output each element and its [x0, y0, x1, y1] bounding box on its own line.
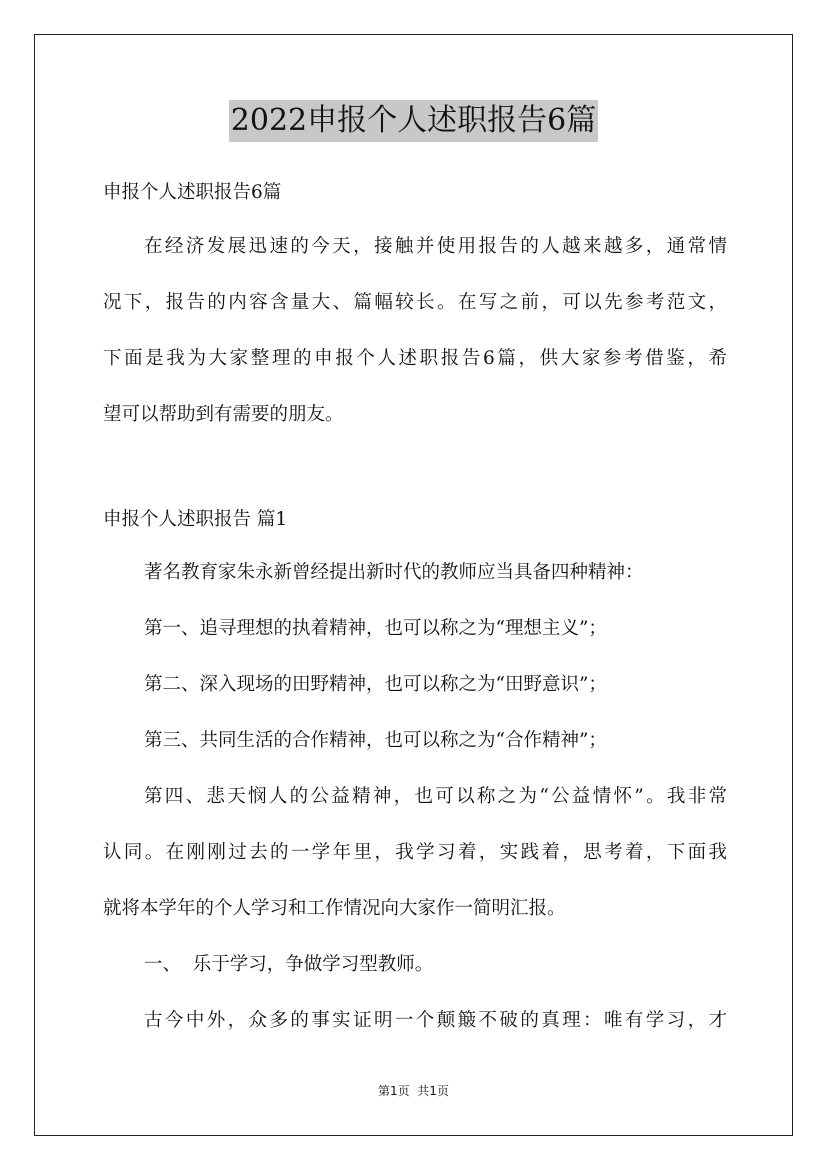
body-line: 著名教育家朱永新曾经提出新时代的教师应当具备四种精神： [144, 562, 644, 583]
body-line: 第二、深入现场的田野精神，也可以称之为“田野意识”； [144, 674, 607, 695]
intro-line: 在经济发展迅速的今天，接触并使用报告的人越来越多，通常情 [144, 236, 727, 257]
document-subtitle: 申报个人述职报告6篇 [103, 182, 282, 203]
body-line: 第一、追寻理想的执着精神，也可以称之为“理想主义”； [144, 618, 607, 639]
body-line: 一、 乐于学习，争做学习型教师。 [144, 954, 434, 975]
document-title: 2022申报个人述职报告6篇 [229, 100, 598, 142]
intro-line: 下面是我为大家整理的申报个人述职报告6篇，供大家参考借鉴，希 [103, 348, 727, 369]
body-line: 古今中外，众多的事实证明一个颠簸不破的真理：唯有学习，才 [144, 1010, 727, 1031]
intro-line: 况下，报告的内容含量大、篇幅较长。在写之前，可以先参考范文， [103, 292, 727, 313]
body-line: 就将本学年的个人学习和工作情况向大家作一简明汇报。 [103, 898, 566, 919]
intro-line: 望可以帮助到有需要的朋友。 [103, 404, 344, 425]
page-footer: 第1页 共1页 [378, 1084, 449, 1098]
intro-paragraph [103, 219, 727, 443]
section-body [103, 545, 727, 1049]
body-line: 第三、共同生活的合作精神，也可以称之为“合作精神”； [144, 730, 607, 751]
section-heading: 申报个人述职报告 篇1 [103, 509, 288, 530]
body-line: 第四、悲天悯人的公益精神，也可以称之为“公益情怀”。我非常 [144, 786, 727, 807]
body-line: 认同。在刚刚过去的一学年里，我学习着，实践着，思考着，下面我 [103, 842, 727, 863]
title-wrap [0, 100, 827, 142]
